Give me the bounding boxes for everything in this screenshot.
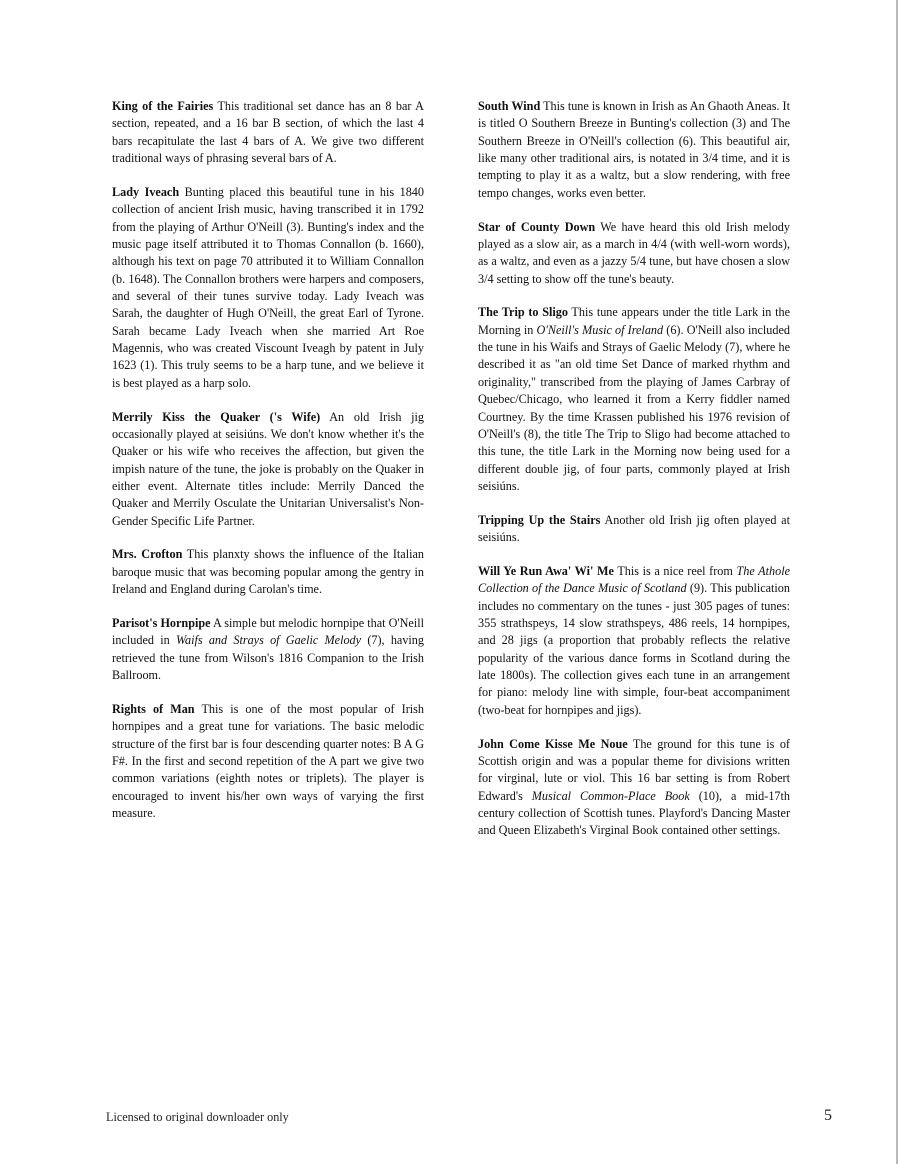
tune-description-text: This tune appears under the title Lark in the Morning in bbox=[478, 305, 790, 337]
tune-description-text: Another old Irish jig often played at seisiúns. bbox=[478, 512, 790, 545]
book-title-text: Waifs and Strays of Gaelic Melody bbox=[175, 633, 362, 648]
tune-title: Tripping Up the Stairs bbox=[478, 512, 601, 527]
tune-title: South Wind bbox=[478, 99, 541, 113]
tune-entry bbox=[478, 563, 790, 719]
tune-description-text: This planxty shows the influence of the Italian baroque music that was becoming popular among the gentry in Ireland and England during Carolan's time. bbox=[112, 547, 424, 597]
book-title-text: The Athole Collection of the Dance Music of Scotland bbox=[478, 563, 790, 596]
tune-entry bbox=[112, 184, 424, 392]
tune-description-text: A simple but melodic hornpipe that O'Neill included in bbox=[112, 615, 424, 648]
tune-title: The Trip to Sligo bbox=[478, 305, 568, 320]
tune-description-text: (9). This publication includes no commentary on the tunes - just 305 pages of tunes: 355 strathspeys, 14 slow strathspeys, 486 reels, 14 hornpipes, and 28 jigs (a proportion that probably reflects the relative popularity of the various dance forms in Scotland during the late 1800s). The collection gives each tune in an arrangement for piano: melody line with simple, four-beat accompaniment (two-beat for hornpipes and jigs). bbox=[478, 581, 790, 717]
tune-entry bbox=[478, 512, 790, 547]
right-column bbox=[478, 98, 790, 856]
left-column bbox=[112, 98, 424, 839]
tune-entry bbox=[112, 409, 424, 530]
tune-description-text: This tune is known in Irish as An Ghaoth Aneas. It is titled O Southern Breeze in Bunting's collection (3) and The Southern Breeze in O'Neill's collection (6). This beautiful air, like many other traditional airs, is notated in 3/4 time, and it is tempting to play it as a waltz, but a slow rendering, with free tempo changes, works even better. bbox=[478, 99, 790, 200]
tune-entry bbox=[478, 304, 790, 495]
tune-entry bbox=[112, 546, 424, 598]
tune-entry bbox=[478, 98, 790, 202]
tune-title: Will Ye Run Awa' Wi' Me bbox=[478, 563, 614, 578]
tune-title: King of the Fairies bbox=[112, 99, 214, 113]
tune-description-text: Bunting placed this beautiful tune in his 1840 collection of ancient Irish music, having transcribed it in 1792 from the playing of Arthur O'Neill (3). Bunting's index and the music page itself attributed it to Thomas Connallon (b. 1660), although his text on page 70 attributed it to William Connallon (b. 1648). The Connallon brothers were harpers and composers, and several of their tunes survive today. Lady Iveach was Sarah, the daughter of Hugh O'Neill, the great Earl of Tyrone. Sarah became Lady Iveach when she married Art Roe Magennis, who was created Viscount Iveagh by patent in July 1623 (1). This truly seems to be a harp tune, and we believe it is best played as a harp solo. bbox=[112, 184, 424, 390]
tune-title: Lady Iveach bbox=[112, 184, 180, 199]
tune-title: Mrs. Crofton bbox=[112, 547, 183, 562]
tune-description-text: (6). O'Neill also included the tune in his Waifs and Strays of Gaelic Melody (7), where he described it as "an old time Set Dance of marked rhythm and originality," transcribed from the playing of James Carbray of Quebec/Chicago, who learned it from a Kerry fiddler named Courtney. By the time Krassen published his 1976 revision of O'Neill's (8), the title The Trip to Sligo had become attached to this tune, the title Lark in the Morning now being used for a different double jig, of four parts, commonly played at Irish seisiúns. bbox=[478, 322, 790, 493]
tune-entry bbox=[112, 98, 424, 167]
tune-entry bbox=[478, 736, 790, 840]
tune-description-text: This is one of the most popular of Irish hornpipes and a great tune for variations. The basic melodic structure of the first bar is four descending quarter notes: B A G F#. In the first and second repetition of the A part we give two common variations (eighth notes or triplets). The player is encouraged to invent his/her own ways of varying the first measure. bbox=[112, 701, 425, 820]
book-title-text: O'Neill's Music of Ireland bbox=[536, 322, 664, 337]
tune-title: Star of County Down bbox=[478, 219, 596, 234]
tune-title: Merrily Kiss the Quaker ('s Wife) bbox=[112, 409, 321, 424]
tune-entry bbox=[478, 219, 790, 288]
tune-entry bbox=[112, 615, 424, 684]
tune-description-text: We have heard this old Irish melody played as a slow air, as a march in 4/4 (with well-worn words), as a waltz, and even as a jazzy 5/4 tune, but have chosen a slow 3/4 setting to show off the tune's beauty. bbox=[478, 219, 790, 286]
tune-title: Rights of Man bbox=[112, 701, 195, 716]
book-title-text: Musical Common-Place Book bbox=[531, 788, 690, 803]
tune-description-text: This is a nice reel from bbox=[613, 563, 737, 578]
tune-entry bbox=[112, 701, 424, 822]
tune-description-text: The ground for this tune is of Scottish origin and was a popular theme for divisions written for virginal, lute or viol. This 16 bar setting is from Robert Edward's bbox=[478, 736, 790, 803]
license-notice: Licensed to original downloader only bbox=[106, 1110, 289, 1124]
tune-description-text: This traditional set dance has an 8 bar A section, repeated, and a 16 bar B section, of which the last 4 bars recapitulate the last 4 bars of A. We give two different traditional ways of phrasing several bars of A. bbox=[112, 99, 424, 166]
page-number: 5 bbox=[824, 1107, 832, 1124]
tune-title: Parisot's Hornpipe bbox=[112, 615, 211, 630]
tune-description-text: (10), a mid-17th century collection of Scottish tunes. Playford's Dancing Master and Queen Elizabeth's Virginal Book contained other settings. bbox=[478, 788, 791, 838]
tune-description-text: (7), having retrieved the tune from Wilson's 1816 Companion to the Irish Ballroom. bbox=[112, 633, 424, 682]
tune-title: John Come Kisse Me Noue bbox=[478, 736, 628, 751]
tune-description-text: An old Irish jig occasionally played at seisiúns. We don't know whether it's the Quaker or his wife who receives the affection, but given the impish nature of the tune, the joke is probably on the Quaker in either event. Alternate titles include: Merrily Danced the Quaker and Merrily Osculate the Unitarian Universalist's Non-Gender Specific Life Partner. bbox=[112, 409, 424, 528]
